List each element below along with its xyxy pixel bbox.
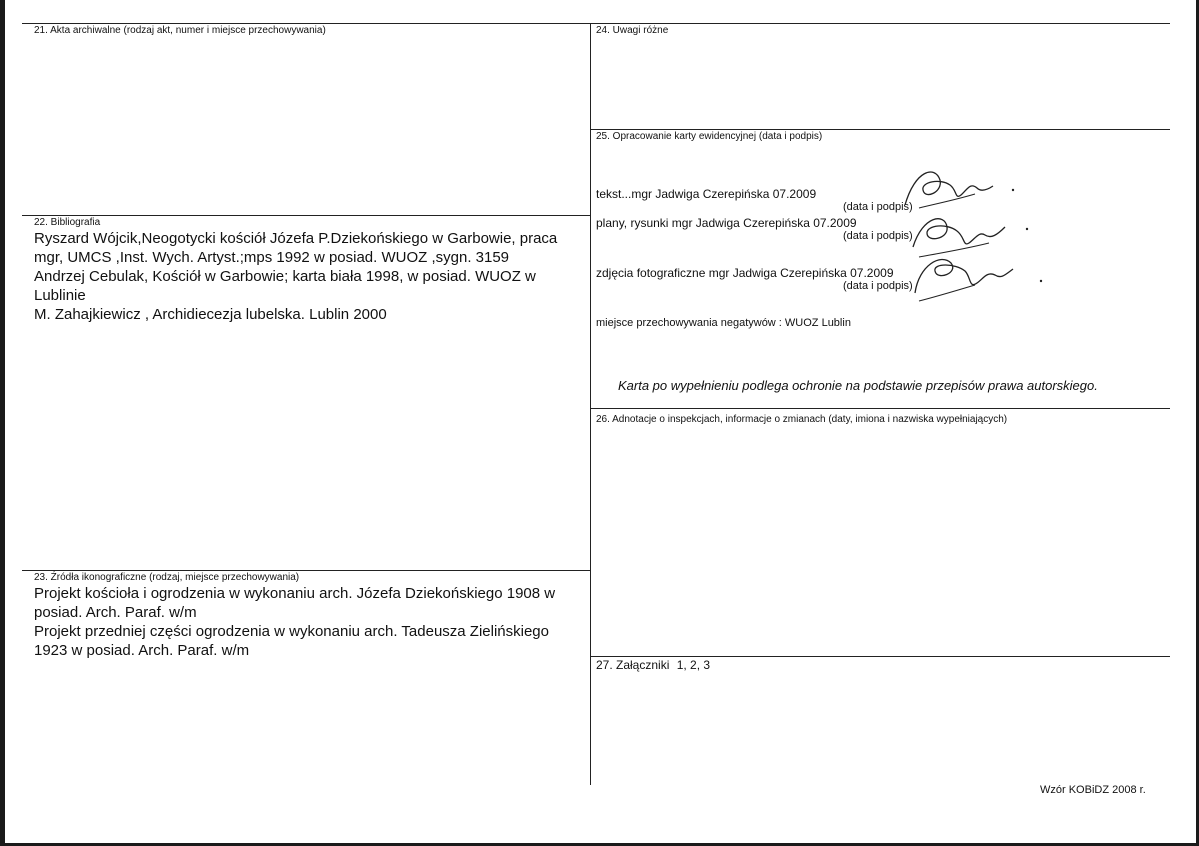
copyright-notice: Karta po wypełnieniu podlega ochronie na podstawie przepisów prawa autorskiego. — [618, 378, 1098, 393]
date-signature-caption: (data i podpis) — [843, 230, 913, 242]
rule-27 — [590, 656, 1170, 657]
photos-author-entry: zdjęcia fotograficzne mgr Jadwiga Czerepińska 07.2009 — [596, 266, 894, 280]
section-24-label: 24. Uwagi różne — [596, 25, 669, 36]
date-signature-caption: (data i podpis) — [843, 280, 913, 292]
attachments-label: 27. Załączniki — [596, 658, 670, 672]
source-line: posiad. Arch. Paraf. w/m — [34, 604, 197, 621]
rule-22 — [22, 215, 590, 216]
form-model-label: Wzór KOBiDZ 2008 r. — [1040, 784, 1146, 796]
attachments-value: 1, 2, 3 — [676, 658, 711, 672]
rule-25 — [590, 129, 1170, 130]
section-23-label: 23. Źródła ikonograficzne (rodzaj, miejsce przechowywania) — [34, 572, 300, 583]
signature-3-image — [905, 245, 1055, 305]
source-line: 1923 w posiad. Arch. Paraf. w/m — [34, 642, 250, 659]
section-26-label: 26. Adnotacje o inspekcjach, informacje o zmianach (daty, imiona i nazwiska wypełniających) — [596, 414, 1008, 425]
section-27-label — [596, 658, 710, 672]
negatives-location: miejsce przechowywania negatywów : WUOZ Lublin — [596, 317, 851, 329]
text-author-entry: tekst...mgr Jadwiga Czerepińska 07.2009 — [596, 187, 817, 201]
rule-top — [22, 23, 1170, 24]
scan-edge-left — [0, 0, 5, 846]
bibliography-line: Andrzej Cebulak, Kościół w Garbowie; karta biała 1998, w posiad. WUOZ w — [34, 268, 536, 285]
bibliography-line: M. Zahajkiewicz , Archidiecezja lubelska. Lublin 2000 — [34, 306, 387, 323]
section-25-label: 25. Opracowanie karty ewidencyjnej (data i podpis) — [596, 131, 823, 142]
bibliography-line: Lublinie — [34, 287, 86, 304]
section-22-label: 22. Bibliografia — [34, 217, 101, 228]
rule-26 — [590, 408, 1170, 409]
bibliography-text — [34, 229, 557, 324]
section-21-label: 21. Akta archiwalne (rodzaj akt, numer i miejsce przechowywania) — [34, 25, 326, 36]
rule-23 — [22, 570, 590, 571]
iconographic-sources-text — [34, 584, 555, 660]
source-line: Projekt kościoła i ogrodzenia w wykonaniu arch. Józefa Dziekońskiego 1908 w — [34, 585, 556, 602]
column-divider — [590, 23, 591, 785]
bibliography-line: Ryszard Wójcik,Neogotycki kościół Józefa P.Dziekońskiego w Garbowie, praca — [34, 230, 558, 247]
plans-author-entry: plany, rysunki mgr Jadwiga Czerepińska 07.2009 — [596, 216, 857, 230]
source-line: Projekt przedniej części ogrodzenia w wykonaniu arch. Tadeusza Zielińskiego — [34, 623, 549, 640]
bibliography-line: mgr, UMCS ,Inst. Wych. Artyst.;mps 1992 w posiad. WUOZ ,sygn. 3159 — [34, 249, 510, 266]
date-signature-caption: (data i podpis) — [843, 201, 913, 213]
